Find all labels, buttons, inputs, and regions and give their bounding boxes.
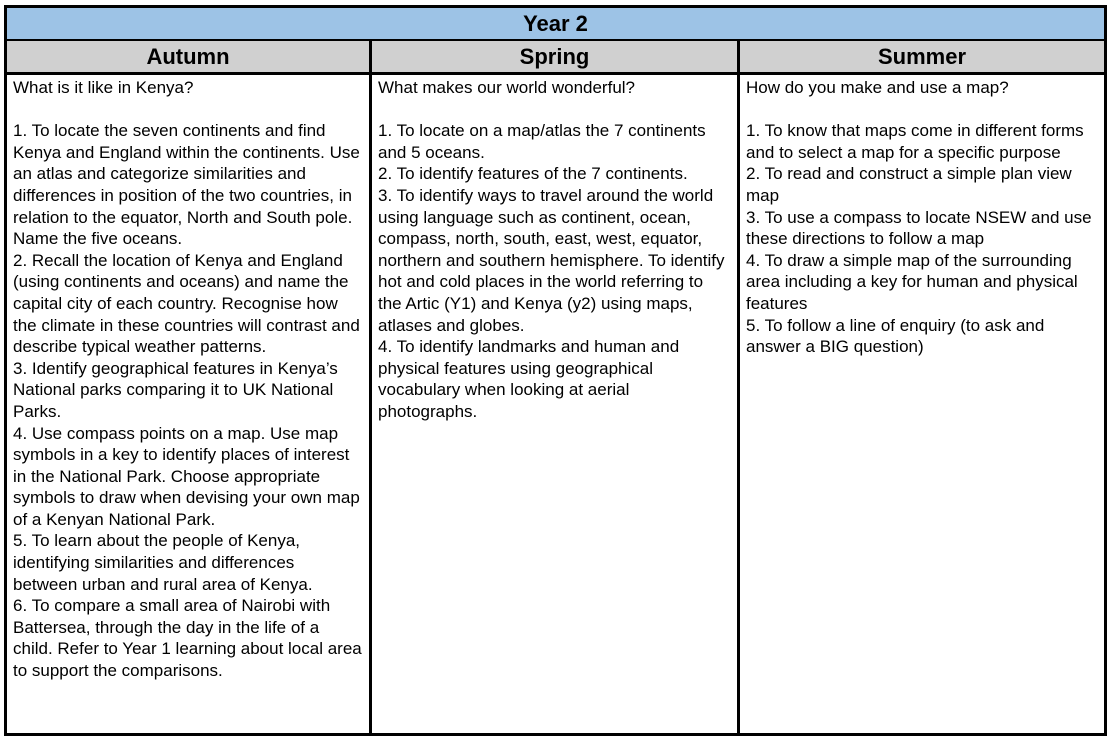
curriculum-table [4, 5, 1107, 736]
summer-content: How do you make and use a map? 1. To know that maps come in different forms and to select a map for a specific purpose 2. To read and construct a simple plan view map 3. To use a compass to locate NSEW and use these directions to follow a map 4. To draw a simple map of the surrounding area including a key for human and physical features 5. To follow a line of enquiry (to ask and answer a BIG question) [746, 78, 1092, 357]
season-header-row [7, 41, 1104, 75]
spring-content: What makes our world wonderful? 1. To locate on a map/atlas the 7 continents and 5 oceans. 2. To identify features of the 7 continents. 3. To identify ways to travel around the world using language such as continent, ocean, compass, north, south, east, west, equator, northern and southern hemisphere. To identify hot and cold places in the world referring to the Artic (Y1) and Kenya (y2) using maps, atlases and globes. 4. To identify landmarks and human and physical features using geographical vocabulary when looking at aerial photographs. [372, 75, 740, 733]
autumn-content: What is it like in Kenya? 1. To locate the seven continents and find Kenya and England within the continents. Use an atlas and categorize similarities and differences in position of the two countries, in relation to the equator, North and South pole. Name the five oceans. 2. Recall the location of Kenya and England (using continents and oceans) and name the capital city of each country. Recognise how the climate in these countries will contrast and describe typical weather patterns. 3. Identify geographical features in Kenya’s National parks comparing it to UK National Parks. 4. Use compass points on a map. Use map symbols in a key to identify places of interest in the National Park. Choose appropriate symbols to draw when devising your own map of a Kenyan National Park. 5. To learn about the people of Kenya, identifying similarities and differences between urban and rural area of Kenya. 6. To compare a small area of Nairobi with Battersea, through the day in the life of a child. Refer to Year 1 learning about local area to support the comparisons. [7, 75, 372, 733]
spring-heading: Spring [372, 41, 740, 72]
table-title: Year 2 [7, 8, 1104, 41]
content-row [7, 75, 1104, 733]
summer-heading: Summer [877, 43, 967, 69]
autumn-heading: Autumn [7, 41, 372, 72]
